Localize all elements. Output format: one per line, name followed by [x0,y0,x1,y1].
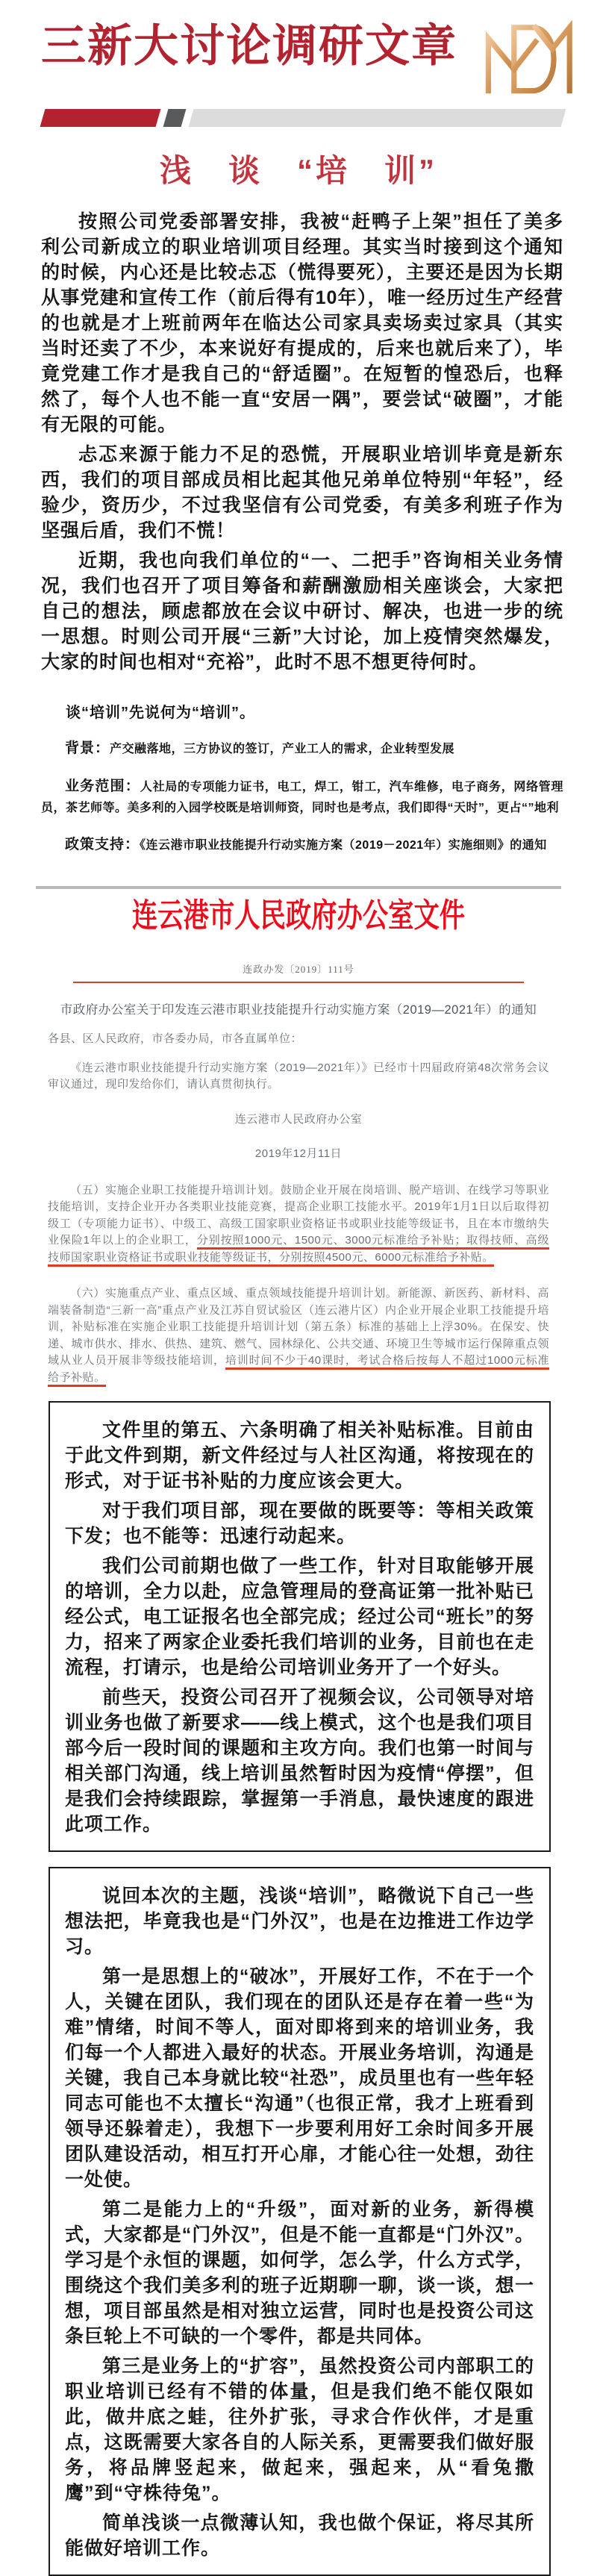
section-label: 背景： [65,740,110,756]
gov-doc-body [48,1031,549,1386]
commentary-box-1 [49,1401,551,1852]
box2-paragraph: 第三是业务上的“扩容”，虽然投资公司内部职工的职业培训已经有不错的体量，但是我们绝不能仅限如此，做井底之蛙，往外扩张，寻求合作伙伴，才是重点，这既需要大家各自的人际关系，更需要我们做好服务，将品牌竖起来，做起来，强起来，从“看兔撒鹰”到“守株待兔”。 [65,2356,534,2504]
gov-doc-top-rule [36,886,561,889]
article-paragraph: 按照公司党委部署安排，我被“赶鸭子上架”担任了美多利公司新成立的职业培训项目经理。其实当时接到这个通知的时候，内心还是比较忐忑（慌得要死），主要还是因为长期从事党建和宣传工作（前后得有10年），唯一经历过生产经营的也就是才上班前两年在临达公司家具卖场卖过家具（其实当时还卖了不少，本来说好有提成的，后来也就后来了），毕竟党建工作才是我自己的“舒适圈”。在短暂的惶恐后，也释然了，每个人也不能一直“安居一隅”，要尝试“破圈”，才能有无限的可能。 [41,211,563,435]
clause-6-text: （六）实施重点产业、重点区域、重点领域技能提升培训计划。新能源、新医药、新材料、高端装备制造“三新一高”重点产业及江苏自贸试验区（连云港片区）内企业开展企业职工技能提升培训，补贴标准在实施企业职工技能提升培训计划（第五条）标准的基础上上浮30%。在保安、快递、城市供水、排水、供热、建筑、燃气、园林绿化、公共交通、环境卫生等城市运行保障重点领域从业人员开展非等级技能培训， [48,1287,549,1367]
mdl-gold-logo-icon [481,18,576,99]
page-header [0,0,597,106]
section-label: 业务范围： [65,779,140,795]
deco-red-block [40,109,161,127]
section-item-scope [41,775,563,818]
decorative-bar [43,109,563,127]
box2-paragraph: 第二是能力上的“升级”，面对新的业务，新得模式，大家都是“门外汉”，但是不能一直都是“门外汉”。学习是个永恒的课题，如何学，怎么学，什么方式学，围绕这个我们美多利的班子近期聊一聊，谈一谈，想一想，项目部虽然是相对独立运营，同时也是投资公司这条巨轮上不可缺的一个零件，都是共同体。 [65,2199,534,2348]
gov-doc-masthead: 连云港市人民政府办公室文件 [131,897,466,935]
gov-doc-salutation: 各县、区人民政府，市各委办局，市各直属单位： [48,1032,303,1046]
box1-paragraph: 文件里的第五、六条明确了相关补贴标准。目前由于此文件到期，新文件经过与人社区沟通，将按现在的形式，对于证书补贴的力度应该会更大。 [65,1420,534,1492]
section-intro: 谈“培训”先说何为“培训”。 [66,705,255,721]
commentary-box-2 [49,1867,551,2576]
article-paragraph: 近期，我也向我们单位的“一、二把手”咨询相关业务情况，我们也召开了项目筹备和薪酬激励相关座谈会，大家把自己的想法，顾虑都放在会议中研讨、解决，也进一步的统一思想。时则公司开展“三新”大讨论，加上疫情突然爆发，大家的时间也相对“充裕”，此时不思不想更待何时。 [41,550,563,673]
section-text: 产交融落地，三方协议的签订，产业工人的需求，企业转型发展 [110,743,455,755]
article-title: 浅 谈 “培 训” [159,153,437,188]
clause-5-underlined-text: 分别按照1000元、1500元、3000元标准给予补贴；取得技师、高级技师国家职业资格证书或职业技能等级证书，分别按照4500元、6000元标准给予补贴。 [48,1234,549,1267]
box1-paragraph: 前些天，投资公司召开了视频会议，公司领导对培训业务也做了新要求——线上模式，这个也是我们项目部今后一段时间的课题和主攻方向。我们也第一时间与相关部门沟通，线上培训虽然暂时因为疫情“停摆”，但是我们会持续跟踪，掌握第一手消息，最快速度的跟进此项工作。 [65,1687,534,1836]
gov-doc-date: 2019年12月11日 [254,1147,343,1161]
gov-doc-clause-6 [48,1285,549,1386]
box1-paragraph: 我们公司前期也做了一些工作，针对目取能够开展的培训，全力以赴，应急管理局的登高证第一批补贴已经公式，电工证报名也全部完成；经过公司“班长”的努力，招来了两家企业委托我们培训的业务，目前也在走流程，打请示，也是给公司培训业务开了一个好头。 [65,1556,534,1679]
gov-doc-red-rule [73,982,524,983]
gov-document [0,886,597,1386]
gov-doc-clause-5 [48,1182,549,1267]
deco-dark-block [163,109,187,127]
section-text: 《连云港市职业技能提升行动实施方案（2019－2021年）实施细则》的通知 [140,839,547,852]
clause-5-text: （五）实施企业职工技能提升培训计划。鼓励企业开展在岗培训、脱产培训、在线学习等职业技能培训，支持企业开办各类职业技能竞赛，提高企业职工技能水平。2019年1月1日以后取得初级工（专项能力证书）、中级工、高级工国家职业资格证书或职业技能等级证书，且在本市缴纳失业保险1年以上的企业职工， [48,1183,549,1247]
article-paragraph: 忐忑来源于能力不足的恐慌，开展职业培训毕竟是新东西，我们的项目部成员相比起其他兄弟单位特别“年轻”，经验少，资历少，不过我坚信有公司党委，有美多利班子作为坚强后盾，我们不慌！ [41,444,563,541]
gov-doc-issuer: 连云港市人民政府办公室 [234,1112,363,1126]
section-text: 人社局的专项能力证书，电工，焊工，钳工，汽车维修，电子商务，网络管理员，茶艺师等。美多利的入园学校既是培训师资，同时也是考点，我们即得“天时”，更占“”地利 [41,781,563,814]
box2-paragraph: 说回本次的主题，浅谈“培训”，略微说下自己一些想法把，毕竟我也是“门外汉”，也是在边推进工作边学习。 [65,1886,534,1958]
gov-doc-title: 市政府办公室关于印发连云港市职业技能提升行动实施方案（2019—2021年）的通知 [60,1003,537,1017]
section-label: 政策支持： [65,837,140,853]
section-item-policy [41,833,563,856]
box2-paragraph: 第一是思想上的“破冰”，开展好工作，不在于一个人，关键在团队，我们现在的团队还是存在着一些“为难”情绪，时间不等人，面对即将到来的培训业务，我们每一个人都进入最好的状态。开展业务培训，沟通是关键，我自己本身就比较“社恐”，成员里也有一些年轻同志可能也不太擅长“沟通”（也很正常，我才上班看到领导还躲着走），我想下一步要利用好工余时间多开展团队建设活动，相互打开心扉，才能心往一处想，劲往一处使。 [65,1966,534,2191]
section-item-background [41,737,563,760]
page-title: 三新大讨论调研文章 [41,21,457,71]
box2-paragraph: 简单浅谈一点微薄认知，我也做个保证，将尽其所能做好培训工作。 [65,2513,534,2560]
clause-6-underlined-text: 培训时间不少于40课时，考试合格后按每人不超过1000元标准给予补贴。 [48,1354,549,1387]
box1-paragraph: 对于我们项目部，现在要做的既要等：等相关政策下发；也不能等：迅速行动起来。 [65,1500,534,1547]
gov-doc-paragraph: 《连云港市职业技能提升行动实施方案（2019—2021年）》已经市十四届政府第48次常务会议审议通过，现印发给你们，请认真贯彻执行。 [48,1061,549,1091]
gov-doc-number: 连政办发〔2019〕111号 [243,964,354,976]
deco-gray-block [189,109,566,127]
